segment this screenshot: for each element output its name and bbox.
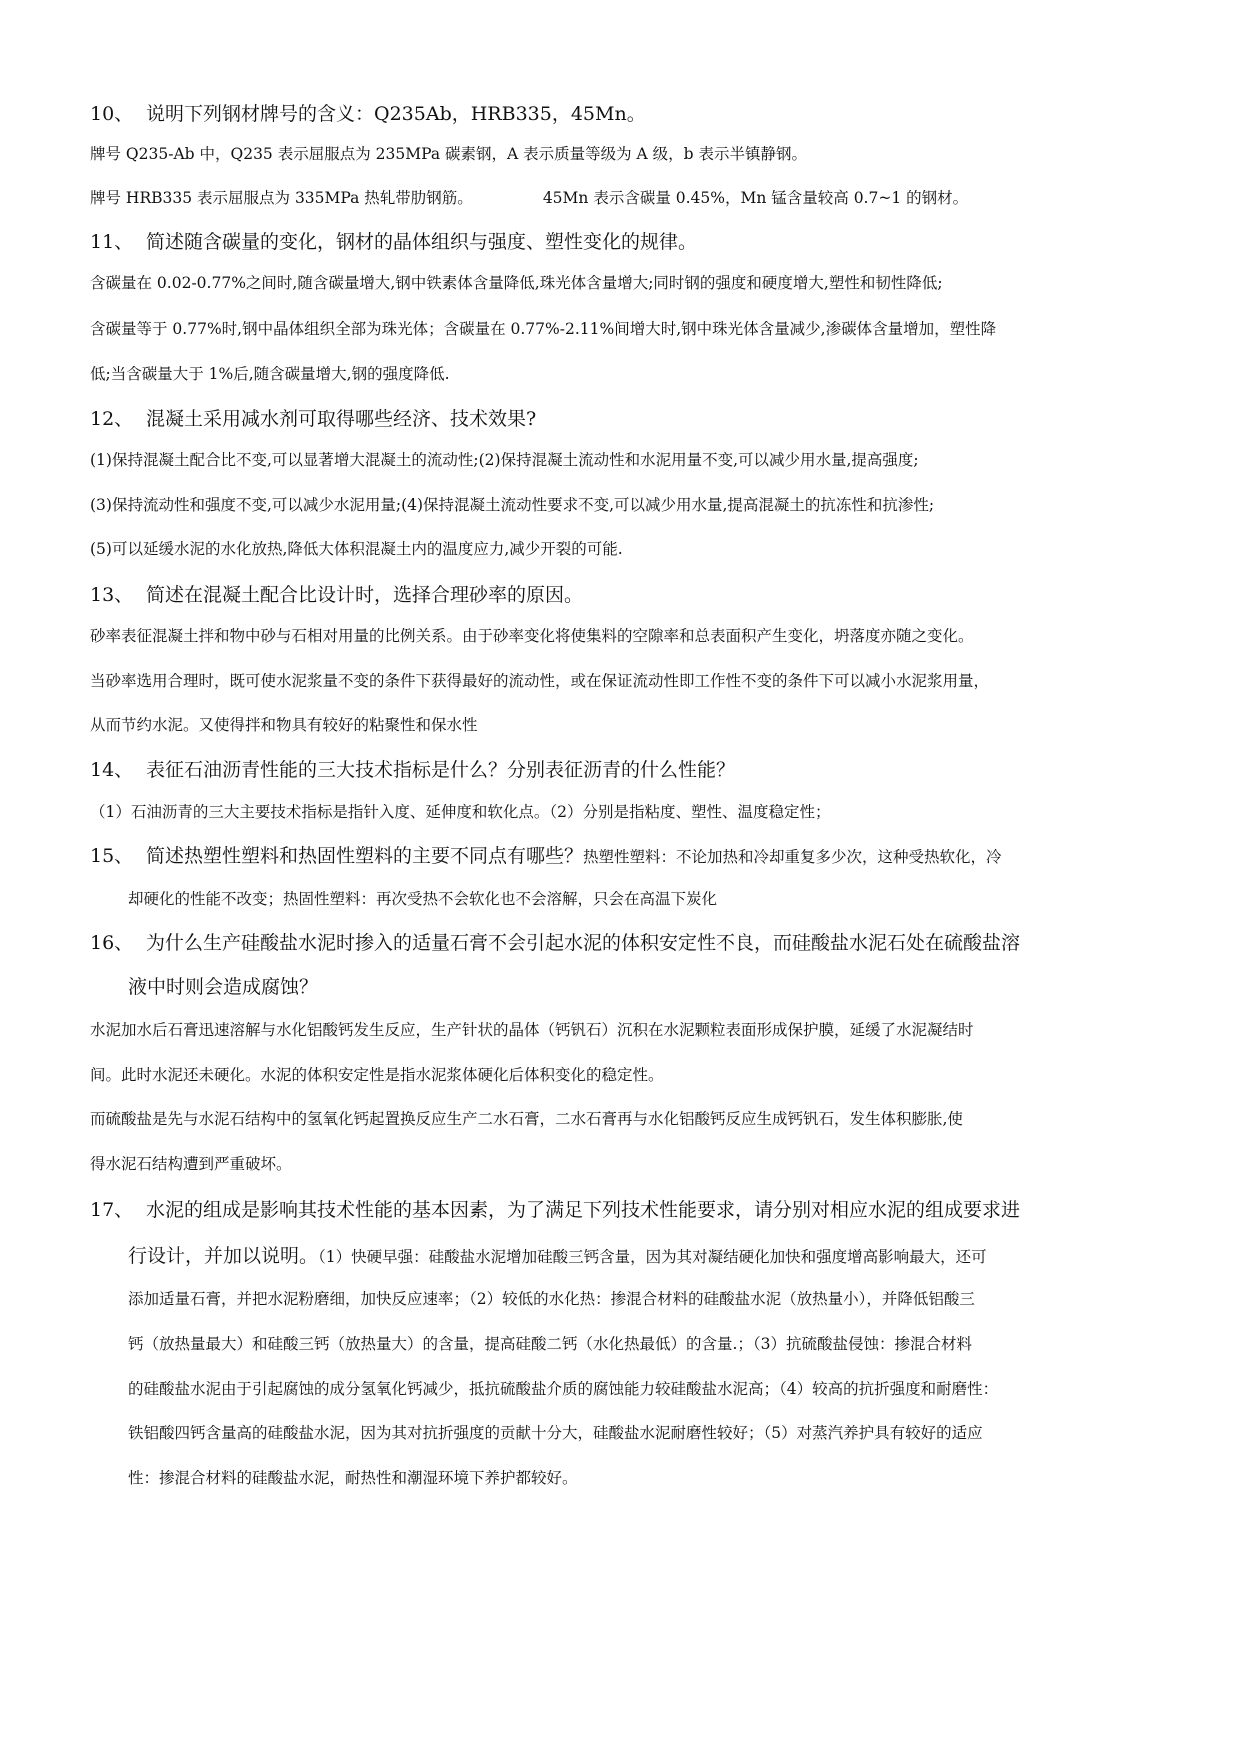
answer-14-line-1: （1）石油沥青的三大主要技术指标是指针入度、延伸度和软化点。（2）分别是指粘度、塑性、温度稳定性；: [90, 803, 831, 821]
answer-13-line-3: 从而节约水泥。又使得拌和物具有较好的粘聚性和保水性: [90, 716, 478, 734]
answer-text: 45Mn 表示含碳量 0.45%，Mn 锰含量较高 0.7~1 的钢材。: [542, 189, 969, 207]
answer-16-line-4: 得水泥石结构遭到严重破坏。: [90, 1155, 292, 1173]
answer-17-line-3: 钙（放热量最大）和硅酸三钙（放热量大）的含量，提高硅酸二钙（水化热最低）的含量.；（3）抗硫酸盐侵蚀：掺混合材料: [128, 1335, 973, 1353]
question-17-line-2: [128, 1241, 1150, 1268]
answer-12-line-2: (3)保持流动性和强度不变,可以减少水泥用量;(4)保持混凝土流动性要求不变,可以减少用水量,提高混凝土的抗冻性和抗渗性;: [90, 496, 935, 514]
answer-11-line-2: 含碳量等于 0.77%时,钢中晶体组织全部为珠光体；含碳量在 0.77%-2.11%间增大时,钢中珠光体含量减少,渗碳体含量增加，塑性降: [90, 320, 997, 338]
question-text: 为什么生产硅酸盐水泥时掺入的适量石膏不会引起水泥的体积安定性不良，而硅酸盐水泥石处在硫酸盐溶: [146, 932, 1021, 954]
answer-12-line-3: (5)可以延缓水泥的水化放热,降低大体积混凝土内的温度应力,减少开裂的可能.: [90, 540, 623, 558]
question-16: [90, 929, 1150, 957]
answer-16-line-2: 间。此时水泥还未硬化。水泥的体积安定性是指水泥浆体硬化后体积变化的稳定性。: [90, 1066, 664, 1084]
question-number: 15、: [90, 845, 134, 867]
answer-12-line-1: (1)保持混凝土配合比不变,可以显著增大混凝土的流动性;(2)保持混凝土流动性和水泥用量不变,可以减少用水量,提高强度;: [90, 451, 919, 469]
question-number: 10、: [90, 103, 134, 125]
answer-10-line-1: 牌号 Q235-Ab 中，Q235 表示屈服点为 235MPa 碳素钢，A 表示质量等级为 A 级，b 表示半镇静钢。: [90, 145, 808, 163]
question-number: 13、: [90, 584, 134, 606]
answer-16-line-3: 而硫酸盐是先与水泥石结构中的氢氧化钙起置换反应生产二水石膏，二水石膏再与水化铝酸钙反应生成钙钒石，发生体积膨胀,使: [90, 1110, 963, 1128]
answer-13-line-2: 当砂率选用合理时，既可使水泥浆量不变的条件下获得最好的流动性，或在保证流动性即工作性不变的条件下可以减小水泥浆用量，: [90, 672, 990, 690]
answer-17-line-4: 的硅酸盐水泥由于引起腐蚀的成分氢氧化钙减少，抵抗硫酸盐介质的腐蚀能力较硅酸盐水泥高；（4）较高的抗折强度和耐磨性：: [128, 1380, 999, 1398]
answer-17-line-6: 性：掺混合材料的硅酸盐水泥，耐热性和潮湿环境下养护都较好。: [128, 1469, 578, 1487]
answer-15-line-2: 却硬化的性能不改变；热固性塑料：再次受热不会软化也不会溶解，只会在高温下炭化: [128, 890, 718, 908]
question-13: [90, 581, 1150, 609]
question-text: 说明下列钢材牌号的含义：Q235Ab，HRB335，45Mn。: [146, 103, 646, 125]
answer-10-line-2: [90, 186, 1150, 210]
question-17: [90, 1196, 1150, 1224]
answer-13-line-1: 砂率表征混凝土拌和物中砂与石相对用量的比例关系。由于砂率变化将使集料的空隙率和总表面积产生变化，坍落度亦随之变化。: [90, 627, 974, 645]
question-text: 简述在混凝土配合比设计时，选择合理砂率的原因。: [146, 584, 584, 606]
answer-16-line-1: 水泥加水后石膏迅速溶解与水化铝酸钙发生反应，生产针状的晶体（钙钒石）沉积在水泥颗粒表面形成保护膜，延缓了水泥凝结时: [90, 1021, 974, 1039]
question-14: [90, 756, 1150, 784]
question-10: [90, 100, 1150, 128]
answer-text: 牌号 HRB335 表示屈服点为 335MPa 热轧带肋钢筋。: [90, 189, 473, 207]
question-11: [90, 228, 1150, 256]
question-text: 简述随含碳量的变化，钢材的晶体组织与强度、塑性变化的规律。: [146, 231, 698, 253]
answer-text: （1）快硬早强：硅酸盐水泥增加硅酸三钙含量，因为其对凝结硬化加快和强度增高影响最大，还可: [318, 1248, 987, 1266]
question-text: 行设计，并加以说明。: [128, 1245, 319, 1267]
question-number: 11、: [90, 231, 134, 253]
answer-text: 热塑性塑料：不论加热和冷却重复多少次，这种受热软化，冷: [583, 848, 1002, 866]
question-number: 12、: [90, 408, 134, 430]
question-text: 表征石油沥青性能的三大技术指标是什么？分别表征沥青的什么性能？: [146, 759, 736, 781]
question-16-line-2: 液中时则会造成腐蚀？: [128, 976, 319, 998]
question-number: 16、: [90, 932, 134, 954]
question-number: 14、: [90, 759, 134, 781]
answer-17-line-2: 添加适量石膏，并把水泥粉磨细，加快反应速率；（2）较低的水化热：掺混合材料的硅酸盐水泥（放热量小），并降低铝酸三: [128, 1290, 975, 1308]
answer-11-line-1: 含碳量在 0.02-0.77%之间时,随含碳量增大,钢中铁素体含量降低,珠光体含量增大;同时钢的强度和硬度增大,塑性和韧性降低;: [90, 274, 943, 292]
question-text: 简述热塑性塑料和热固性塑料的主要不同点有哪些？: [146, 845, 584, 867]
question-15: [90, 841, 1150, 868]
answer-11-line-3: 低;当含碳量大于 1%后,随含碳量增大,钢的强度降低.: [90, 365, 450, 383]
answer-17-line-5: 铁铝酸四钙含量高的硅酸盐水泥，因为其对抗折强度的贡献十分大，硅酸盐水泥耐磨性较好；（5）对蒸汽养护具有较好的适应: [128, 1424, 983, 1442]
question-12: [90, 405, 1150, 433]
question-text: 水泥的组成是影响其技术性能的基本因素，为了满足下列技术性能要求，请分别对相应水泥的组成要求进: [146, 1199, 1021, 1221]
question-text: 混凝土采用减水剂可取得哪些经济、技术效果?: [146, 408, 537, 430]
question-number: 17、: [90, 1199, 134, 1221]
